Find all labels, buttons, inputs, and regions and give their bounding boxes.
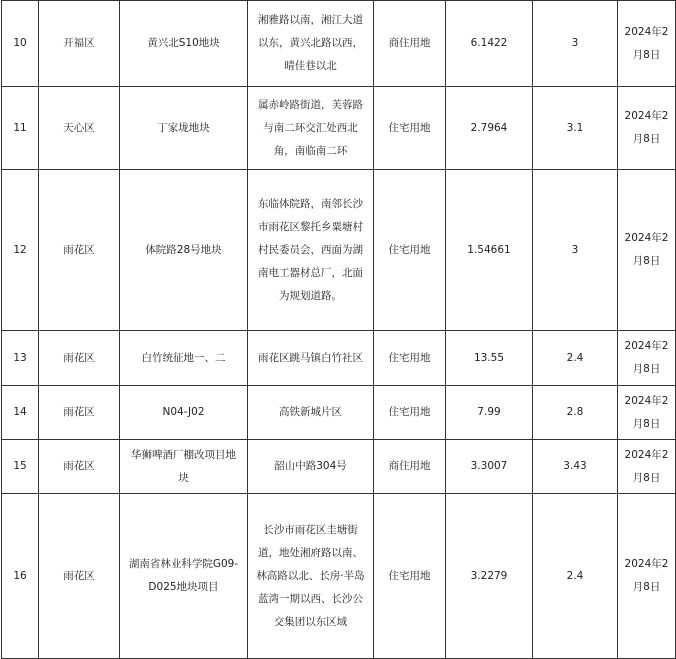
parcel-name-cell: 体院路28号地块 — [120, 170, 248, 331]
row-number: 14 — [2, 386, 39, 440]
row-number: 13 — [2, 331, 39, 386]
table-row — [2, 1, 676, 87]
plot-ratio-cell: 3 — [533, 170, 618, 331]
parcel-name-cell: 丁家垅地块 — [120, 87, 248, 170]
plot-ratio-cell: 3.1 — [533, 87, 618, 170]
land-use-cell: 商住用地 — [374, 440, 446, 494]
parcel-name-cell: N04-J02 — [120, 386, 248, 440]
location-cell: 长沙市雨花区圭塘街道，地处湘府路以南、林高路以北、长房·半岛蓝湾一期以西、长沙公交集团以东区域 — [248, 494, 374, 659]
date-cell: 2024年2月8日 — [618, 440, 676, 494]
land-use-cell: 住宅用地 — [374, 494, 446, 659]
date-cell: 2024年2月8日 — [618, 170, 676, 331]
location-cell: 湘雅路以南，湘江大道以东，黄兴北路以西，晴佳巷以北 — [248, 1, 374, 87]
district-cell: 雨花区 — [39, 440, 120, 494]
date-cell: 2024年2月8日 — [618, 494, 676, 659]
row-number: 10 — [2, 1, 39, 87]
location-cell: 高铁新城片区 — [248, 386, 374, 440]
table-row — [2, 170, 676, 331]
row-number: 12 — [2, 170, 39, 331]
row-number: 11 — [2, 87, 39, 170]
table-row — [2, 87, 676, 170]
row-number: 15 — [2, 440, 39, 494]
plot-ratio-cell: 3.43 — [533, 440, 618, 494]
plot-ratio-cell: 2.8 — [533, 386, 618, 440]
land-parcel-table — [1, 0, 676, 659]
table-row — [2, 494, 676, 659]
land-use-cell: 住宅用地 — [374, 87, 446, 170]
plot-ratio-cell: 2.4 — [533, 331, 618, 386]
table-row — [2, 386, 676, 440]
land-use-cell: 住宅用地 — [374, 170, 446, 331]
location-cell: 雨花区跳马镇白竹社区 — [248, 331, 374, 386]
area-cell: 1.54661 — [446, 170, 533, 331]
district-cell: 雨花区 — [39, 386, 120, 440]
land-use-cell: 住宅用地 — [374, 386, 446, 440]
district-cell: 雨花区 — [39, 331, 120, 386]
location-cell: 属赤岭路街道，芙蓉路与南二环交汇处西北角，南临南二环 — [248, 87, 374, 170]
parcel-name-cell: 黄兴北S10地块 — [120, 1, 248, 87]
plot-ratio-cell: 2.4 — [533, 494, 618, 659]
parcel-name-cell: 华狮啤酒厂棚改项目地块 — [120, 440, 248, 494]
land-use-cell: 住宅用地 — [374, 331, 446, 386]
area-cell: 13.55 — [446, 331, 533, 386]
district-cell: 开福区 — [39, 1, 120, 87]
location-cell: 韶山中路304号 — [248, 440, 374, 494]
date-cell: 2024年2月8日 — [618, 386, 676, 440]
table-row — [2, 331, 676, 386]
row-number: 16 — [2, 494, 39, 659]
district-cell: 雨花区 — [39, 170, 120, 331]
area-cell: 6.1422 — [446, 1, 533, 87]
date-cell: 2024年2月8日 — [618, 331, 676, 386]
date-cell: 2024年2月8日 — [618, 87, 676, 170]
area-cell: 3.3007 — [446, 440, 533, 494]
date-cell: 2024年2月8日 — [618, 1, 676, 87]
location-cell: 东临体院路，南邻长沙市雨花区黎托乡粟塘村村民委员会，西面为湖南电工器材总厂，北面为规划道路。 — [248, 170, 374, 331]
area-cell: 2.7964 — [446, 87, 533, 170]
parcel-name-cell: 白竹统征地一、二 — [120, 331, 248, 386]
parcel-name-cell: 湖南省林业科学院G09-D025地块项目 — [120, 494, 248, 659]
area-cell: 3.2279 — [446, 494, 533, 659]
plot-ratio-cell: 3 — [533, 1, 618, 87]
district-cell: 雨花区 — [39, 494, 120, 659]
table-row — [2, 440, 676, 494]
area-cell: 7.99 — [446, 386, 533, 440]
district-cell: 天心区 — [39, 87, 120, 170]
land-use-cell: 商住用地 — [374, 1, 446, 87]
